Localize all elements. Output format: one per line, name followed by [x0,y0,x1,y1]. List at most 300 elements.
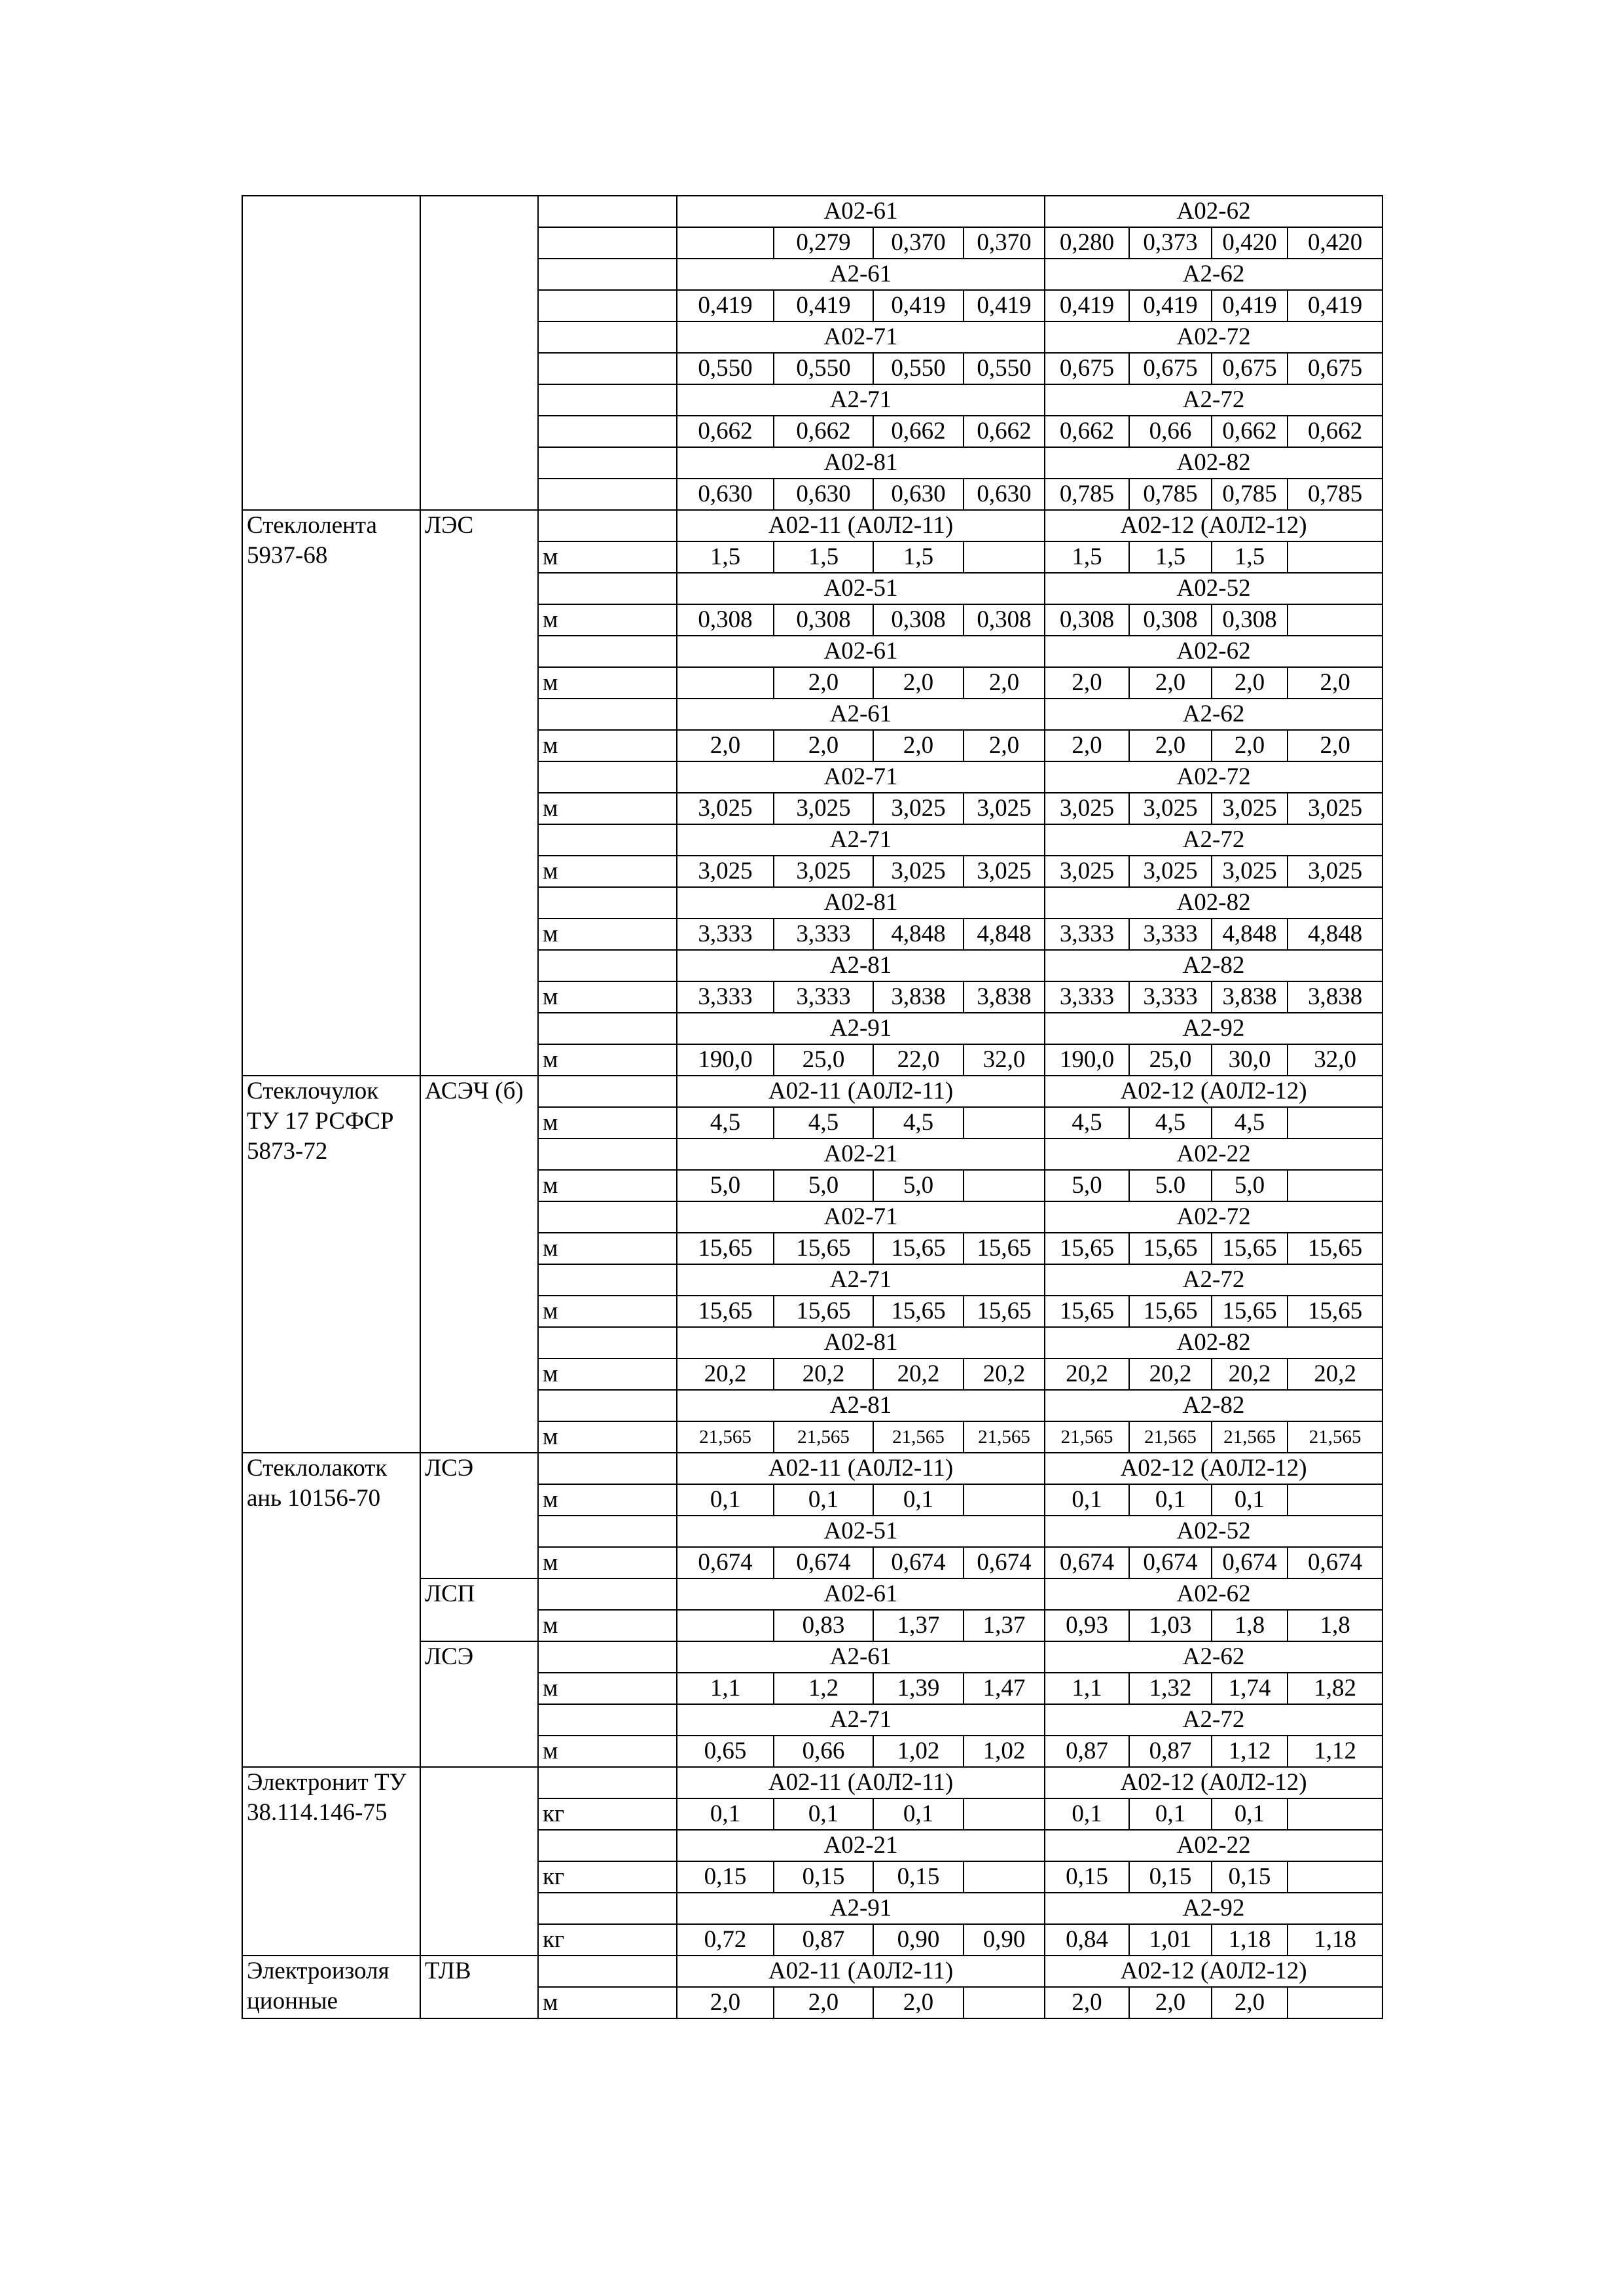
motor-model-left: А2-61 [677,259,1045,290]
value-cell: 3,025 [1212,856,1288,887]
value-cell: 0,662 [873,416,964,447]
value-cell: 4,5 [1045,1107,1129,1139]
material-cell [242,196,420,510]
material-cell: Электроизоля ционные [242,1956,420,2018]
value-cell: 2,0 [774,730,873,761]
unit-cell [538,1139,677,1170]
value-cell: 3,838 [873,981,964,1013]
value-cell: 0,1 [1129,1484,1212,1516]
value-cell: 2,0 [873,1987,964,2018]
value-cell [677,1610,774,1641]
value-cell: 1,5 [873,541,964,573]
value-cell: 5.0 [1129,1170,1212,1201]
value-cell: 15,65 [1129,1296,1212,1327]
value-cell: 0,15 [677,1861,774,1893]
value-cell: 0,308 [677,604,774,636]
unit-cell [538,1390,677,1421]
value-cell: 0,1 [1045,1798,1129,1830]
value-cell: 5,0 [774,1170,873,1201]
value-cell: 0,630 [873,479,964,510]
value-cell: 0,674 [964,1547,1045,1578]
motor-model-left: А2-71 [677,824,1045,856]
value-cell: 0,279 [774,227,873,259]
unit-cell: м [538,919,677,950]
unit-cell [538,416,677,447]
motor-model-right: А2-82 [1045,1390,1382,1421]
value-cell: 3,025 [1288,793,1382,824]
motor-model-right: А02-12 (А0Л2-12) [1045,510,1382,541]
value-cell: 0,674 [774,1547,873,1578]
value-cell: 32,0 [964,1044,1045,1076]
value-cell: 3,333 [677,981,774,1013]
value-cell: 32,0 [1288,1044,1382,1076]
value-cell: 3,333 [677,919,774,950]
unit-cell [538,1013,677,1044]
value-cell: 15,65 [774,1233,873,1264]
brand-cell: ЛСЭ [420,1641,538,1767]
value-cell: 1,02 [964,1736,1045,1767]
model-header-row [242,510,1382,541]
unit-cell: м [538,856,677,887]
value-cell: 15,65 [873,1233,964,1264]
value-cell: 0,65 [677,1736,774,1767]
value-cell: 0,420 [1212,227,1288,259]
value-cell: 0,674 [1129,1547,1212,1578]
unit-cell: м [538,1421,677,1453]
value-cell: 3,025 [964,856,1045,887]
value-cell: 15,65 [1129,1233,1212,1264]
value-cell: 5,0 [677,1170,774,1201]
value-cell: 0,90 [964,1924,1045,1956]
motor-model-left: А02-71 [677,1201,1045,1233]
value-cell: 0,1 [774,1484,873,1516]
motor-model-left: А2-71 [677,1704,1045,1736]
value-cell: 15,65 [873,1296,964,1327]
value-cell: 15,65 [1212,1296,1288,1327]
unit-cell [538,1704,677,1736]
value-cell: 1,18 [1288,1924,1382,1956]
value-cell: 0,15 [1045,1861,1129,1893]
value-cell: 0,785 [1212,479,1288,510]
value-cell: 0,87 [1129,1736,1212,1767]
value-cell: 0,674 [1288,1547,1382,1578]
value-cell: 0,630 [964,479,1045,510]
value-cell: 2,0 [1045,1987,1129,2018]
value-cell: 0,662 [677,416,774,447]
motor-model-right: А02-22 [1045,1139,1382,1170]
motor-model-left: А02-71 [677,761,1045,793]
value-cell: 0,1 [873,1798,964,1830]
value-cell [964,541,1045,573]
value-cell: 4,5 [1212,1107,1288,1139]
model-header-row [242,1453,1382,1484]
value-cell: 0,419 [1129,290,1212,321]
value-cell: 1,37 [964,1610,1045,1641]
motor-model-right: А2-82 [1045,950,1382,981]
unit-cell [538,887,677,919]
value-cell: 21,565 [1288,1421,1382,1453]
unit-cell [538,573,677,604]
value-cell [1288,604,1382,636]
value-cell: 0,675 [1288,353,1382,384]
value-cell [1288,1107,1382,1139]
motor-model-right: А02-12 (А0Л2-12) [1045,1767,1382,1798]
value-cell: 2,0 [1129,730,1212,761]
unit-cell [538,761,677,793]
value-cell: 2,0 [774,1987,873,2018]
value-cell: 2,0 [873,667,964,699]
unit-cell [538,1264,677,1296]
value-cell: 20,2 [1045,1358,1129,1390]
motor-model-left: А02-61 [677,636,1045,667]
motor-model-left: А02-11 (А0Л2-11) [677,510,1045,541]
value-cell: 1,74 [1212,1673,1288,1704]
value-cell: 0,280 [1045,227,1129,259]
motor-model-right: А02-62 [1045,636,1382,667]
brand-cell [420,1767,538,1956]
value-cell: 0,419 [964,290,1045,321]
motor-model-right: А02-82 [1045,1327,1382,1358]
motor-model-right: А02-52 [1045,1516,1382,1547]
unit-cell [538,1830,677,1861]
value-cell: 1,8 [1212,1610,1288,1641]
value-cell: 2,0 [1212,1987,1288,2018]
value-cell: 20,2 [1288,1358,1382,1390]
motor-model-right: А02-12 (А0Л2-12) [1045,1453,1382,1484]
value-cell: 3,025 [774,856,873,887]
value-cell: 0,1 [1212,1798,1288,1830]
motor-model-right: А2-72 [1045,384,1382,416]
motor-model-left: А02-11 (А0Л2-11) [677,1956,1045,1987]
value-cell: 20,2 [677,1358,774,1390]
value-cell: 3,333 [774,981,873,1013]
value-cell: 0,66 [1129,416,1212,447]
value-cell: 0,83 [774,1610,873,1641]
value-cell: 4,5 [1129,1107,1212,1139]
value-cell: 21,565 [1129,1421,1212,1453]
value-cell: 0,785 [1045,479,1129,510]
value-cell [1288,1798,1382,1830]
value-cell: 15,65 [1288,1233,1382,1264]
brand-cell: ЛСП [420,1578,538,1641]
value-cell: 20,2 [964,1358,1045,1390]
motor-model-left: А2-81 [677,1390,1045,1421]
motor-model-right: А2-62 [1045,259,1382,290]
table-body [242,196,1382,2018]
value-cell [1288,1861,1382,1893]
motor-model-left: А02-81 [677,887,1045,919]
value-cell [677,667,774,699]
value-cell: 1,5 [774,541,873,573]
value-cell: 3,838 [1212,981,1288,1013]
unit-cell [538,824,677,856]
value-cell: 0,419 [873,290,964,321]
value-cell: 3,025 [1212,793,1288,824]
value-cell: 0,630 [677,479,774,510]
value-cell: 1,12 [1288,1736,1382,1767]
value-cell: 5,0 [873,1170,964,1201]
value-cell: 5,0 [1212,1170,1288,1201]
value-cell: 0,87 [774,1924,873,1956]
value-cell [1288,541,1382,573]
motor-model-right: А2-62 [1045,699,1382,730]
motor-model-right: А2-92 [1045,1013,1382,1044]
value-cell: 15,65 [774,1296,873,1327]
value-cell: 20,2 [1129,1358,1212,1390]
motor-model-right: А02-62 [1045,1578,1382,1610]
value-cell: 0,66 [774,1736,873,1767]
material-cell: Стеклочулок ТУ 17 РСФСР 5873-72 [242,1076,420,1453]
brand-cell [420,196,538,510]
value-cell: 1,01 [1129,1924,1212,1956]
value-cell [964,1987,1045,2018]
value-cell: 21,565 [1212,1421,1288,1453]
value-cell: 0,420 [1288,227,1382,259]
value-cell: 0,674 [873,1547,964,1578]
value-cell: 1,5 [1045,541,1129,573]
value-cell: 2,0 [677,1987,774,2018]
unit-cell: кг [538,1798,677,1830]
value-cell: 15,65 [964,1233,1045,1264]
value-cell: 1,5 [1129,541,1212,573]
value-cell: 0,308 [1129,604,1212,636]
motor-model-left: А2-71 [677,1264,1045,1296]
unit-cell: кг [538,1861,677,1893]
motor-model-left: А02-71 [677,321,1045,353]
motor-model-right: А02-72 [1045,761,1382,793]
value-cell [1288,1987,1382,2018]
value-cell: 4,848 [1212,919,1288,950]
value-cell: 1,03 [1129,1610,1212,1641]
unit-cell: м [538,1107,677,1139]
value-cell: 20,2 [774,1358,873,1390]
value-cell: 5,0 [1045,1170,1129,1201]
value-cell: 0,550 [964,353,1045,384]
model-header-row [242,196,1382,227]
value-cell: 0,674 [677,1547,774,1578]
value-cell: 20,2 [1212,1358,1288,1390]
motor-model-left: А02-21 [677,1830,1045,1861]
unit-cell [538,1641,677,1673]
unit-cell [538,479,677,510]
value-cell: 0,308 [1045,604,1129,636]
value-cell: 0,1 [1212,1484,1288,1516]
value-cell: 4,5 [873,1107,964,1139]
value-cell: 15,65 [1288,1296,1382,1327]
motor-model-left: А2-61 [677,699,1045,730]
unit-cell [538,1956,677,1987]
value-cell: 3,333 [774,919,873,950]
value-cell: 15,65 [1212,1233,1288,1264]
unit-cell: м [538,1673,677,1704]
motor-model-left: А02-51 [677,1516,1045,1547]
unit-cell: м [538,1547,677,1578]
value-cell: 0,1 [677,1484,774,1516]
unit-cell: м [538,793,677,824]
value-cell: 21,565 [964,1421,1045,1453]
unit-cell [538,510,677,541]
motor-model-right: А2-72 [1045,1264,1382,1296]
value-cell: 1,02 [873,1736,964,1767]
value-cell: 0,662 [964,416,1045,447]
value-cell: 4,848 [964,919,1045,950]
motor-model-right: А2-92 [1045,1893,1382,1924]
value-cell: 4,5 [774,1107,873,1139]
value-cell: 3,025 [964,793,1045,824]
motor-model-left: А02-61 [677,1578,1045,1610]
value-cell: 15,65 [1045,1296,1129,1327]
unit-cell [538,1516,677,1547]
motor-model-right: А2-72 [1045,824,1382,856]
value-cell: 3,333 [1129,981,1212,1013]
value-cell: 0,662 [1212,416,1288,447]
unit-cell [538,321,677,353]
motor-model-right: А02-12 (А0Л2-12) [1045,1956,1382,1987]
value-cell: 2,0 [1045,730,1129,761]
value-cell: 0,662 [1045,416,1129,447]
motor-model-right: А02-62 [1045,196,1382,227]
unit-cell: м [538,1358,677,1390]
motor-model-right: А02-72 [1045,1201,1382,1233]
value-cell: 0,370 [873,227,964,259]
unit-cell: кг [538,1924,677,1956]
brand-cell: ЛЭС [420,510,538,1076]
value-cell: 22,0 [873,1044,964,1076]
value-cell: 3,025 [1129,793,1212,824]
value-cell: 0,15 [1212,1861,1288,1893]
motor-model-right: А2-62 [1045,1641,1382,1673]
value-cell: 3,025 [774,793,873,824]
motor-model-left: А02-61 [677,196,1045,227]
value-cell: 0,785 [1129,479,1212,510]
material-cell: Электронит ТУ 38.114.146-75 [242,1767,420,1956]
unit-cell [538,1893,677,1924]
value-cell: 21,565 [873,1421,964,1453]
unit-cell [538,290,677,321]
unit-cell [538,636,677,667]
value-cell: 0,550 [677,353,774,384]
motor-model-left: А02-51 [677,573,1045,604]
value-cell: 25,0 [774,1044,873,1076]
value-cell: 4,848 [873,919,964,950]
value-cell: 15,65 [677,1233,774,1264]
unit-cell: м [538,1170,677,1201]
value-cell: 2,0 [873,730,964,761]
value-cell: 0,419 [1212,290,1288,321]
motor-model-left: А2-91 [677,1013,1045,1044]
value-cell [964,1170,1045,1201]
unit-cell: м [538,1233,677,1264]
value-cell: 0,15 [774,1861,873,1893]
value-cell: 0,72 [677,1924,774,1956]
value-cell: 1,18 [1212,1924,1288,1956]
value-cell: 2,0 [964,667,1045,699]
unit-cell [538,1578,677,1610]
material-cell: Стеклолакотк ань 10156-70 [242,1453,420,1767]
value-cell: 0,674 [1045,1547,1129,1578]
unit-cell [538,699,677,730]
value-cell: 21,565 [677,1421,774,1453]
value-cell: 0,308 [1212,604,1288,636]
value-cell [964,1107,1045,1139]
model-header-row [242,1956,1382,1987]
unit-cell [538,259,677,290]
model-header-row [242,1076,1382,1107]
motor-model-left: А02-11 (А0Л2-11) [677,1453,1045,1484]
unit-cell: м [538,667,677,699]
unit-cell [538,1327,677,1358]
value-cell: 21,565 [774,1421,873,1453]
brand-cell: АСЭЧ (б) [420,1076,538,1453]
motor-model-right: А02-22 [1045,1830,1382,1861]
unit-cell [538,384,677,416]
value-cell: 1,2 [774,1673,873,1704]
value-cell: 0,1 [1045,1484,1129,1516]
value-cell: 0,550 [873,353,964,384]
unit-cell: м [538,1610,677,1641]
value-cell: 0,1 [873,1484,964,1516]
value-cell: 0,419 [1288,290,1382,321]
value-cell: 21,565 [1045,1421,1129,1453]
value-cell: 3,333 [1045,919,1129,950]
value-cell: 1,1 [677,1673,774,1704]
value-cell: 1,47 [964,1673,1045,1704]
value-cell: 2,0 [1129,1987,1212,2018]
value-cell [964,1861,1045,1893]
unit-cell: м [538,1484,677,1516]
value-cell: 3,838 [1288,981,1382,1013]
value-cell: 0,675 [1129,353,1212,384]
value-cell: 2,0 [774,667,873,699]
unit-cell: м [538,1987,677,2018]
value-cell: 0,308 [964,604,1045,636]
value-cell: 1,1 [1045,1673,1129,1704]
value-cell: 1,12 [1212,1736,1288,1767]
unit-cell [538,447,677,479]
motor-model-right: А02-82 [1045,887,1382,919]
motor-model-left: А2-81 [677,950,1045,981]
value-cell: 0,630 [774,479,873,510]
materials-norms-table [242,195,1383,2019]
brand-cell: ЛСЭ [420,1453,538,1578]
value-cell: 0,1 [677,1798,774,1830]
value-cell: 1,5 [677,541,774,573]
value-cell: 3,025 [873,856,964,887]
value-cell: 0,84 [1045,1924,1129,1956]
value-cell [1288,1170,1382,1201]
value-cell [964,1798,1045,1830]
unit-cell [538,196,677,227]
value-cell: 2,0 [1212,730,1288,761]
value-cell: 1,37 [873,1610,964,1641]
value-cell: 0,662 [774,416,873,447]
value-cell: 0,1 [774,1798,873,1830]
motor-model-left: А2-71 [677,384,1045,416]
brand-cell: ТЛВ [420,1956,538,2018]
value-cell: 0,674 [1212,1547,1288,1578]
value-cell: 15,65 [1045,1233,1129,1264]
value-cell: 25,0 [1129,1044,1212,1076]
value-cell: 0,550 [774,353,873,384]
motor-model-right: А2-72 [1045,1704,1382,1736]
value-cell: 3,333 [1129,919,1212,950]
motor-model-left: А02-21 [677,1139,1045,1170]
value-cell: 3,025 [1045,793,1129,824]
motor-model-right: А02-82 [1045,447,1382,479]
value-cell: 3,333 [1045,981,1129,1013]
value-cell: 1,32 [1129,1673,1212,1704]
value-cell [677,227,774,259]
